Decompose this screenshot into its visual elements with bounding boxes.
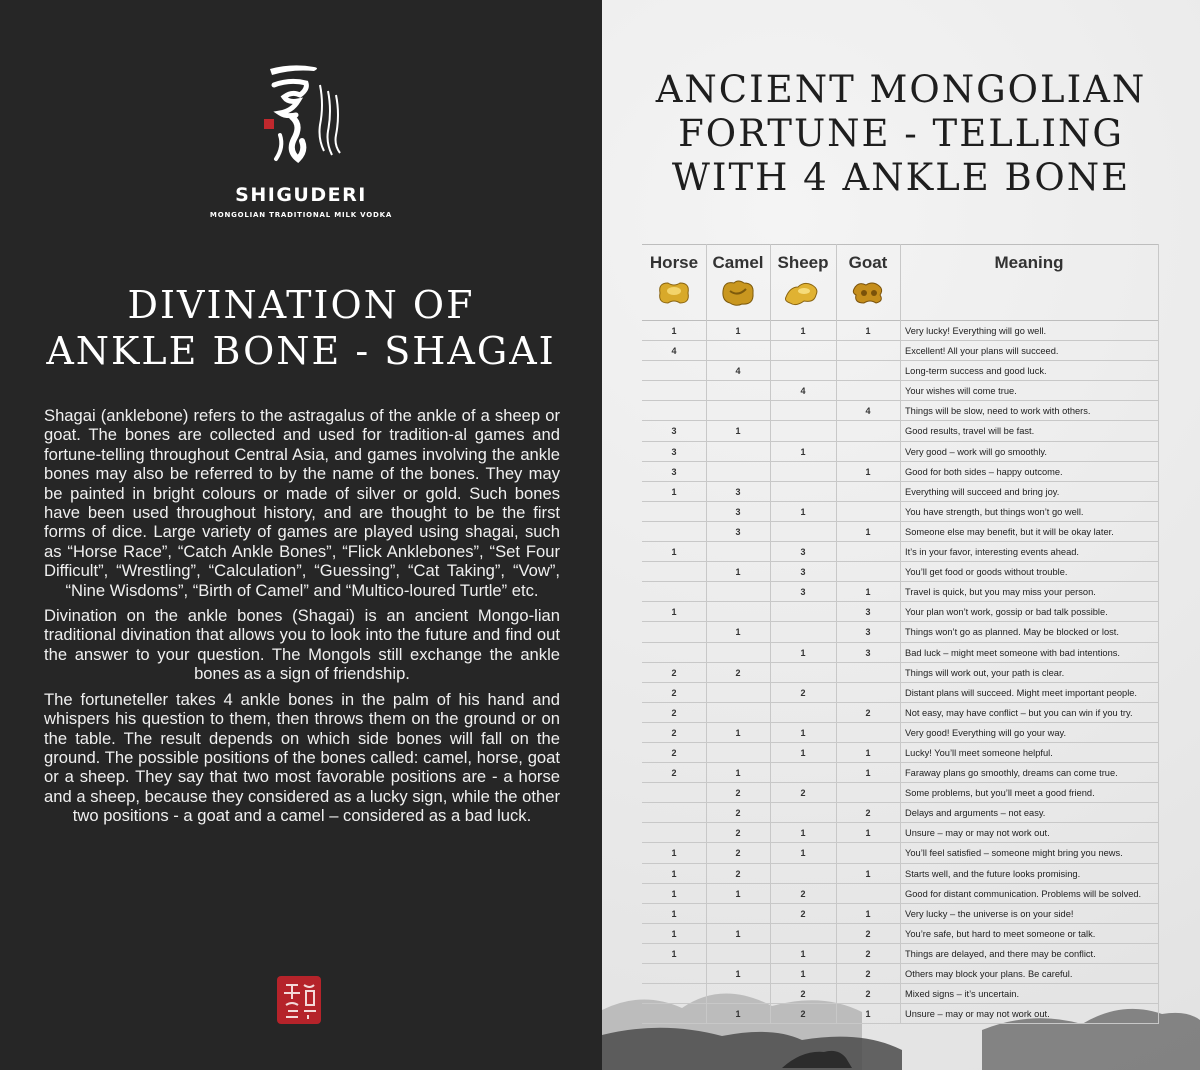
- camel-count: [706, 683, 770, 703]
- meaning-text: Excellent! All your plans will succeed.: [905, 346, 1059, 357]
- left-title-line2: ANKLE BONE - SHAGAI: [46, 329, 556, 373]
- goat-count: [836, 361, 900, 381]
- horse-count: 1: [671, 607, 677, 618]
- horse-count: [642, 783, 706, 803]
- sheep-count: 1: [800, 828, 806, 839]
- goat-count: 2: [865, 808, 871, 819]
- column-divider: [770, 244, 771, 1024]
- meaning-text: Some problems, but you’ll meet a good friend.: [905, 788, 1095, 799]
- sheep-count: [770, 703, 836, 723]
- horse-count: 1: [671, 486, 677, 497]
- sheep-count: [770, 401, 836, 421]
- horse-count: 2: [671, 727, 677, 738]
- meaning-text: Not easy, may have conflict – but you can win if you try.: [905, 707, 1133, 718]
- meaning-text: Things will be slow, need to work with others.: [905, 406, 1091, 417]
- camel-count: [706, 341, 770, 361]
- horse-count: 1: [671, 326, 677, 336]
- paragraph: Shagai (anklebone) refers to the astragalus of the ankle of a sheep or goat. The bones are collected and used for tradition-al games and fortune-telling throughout Central Asia, and games involving the ankle bones may also be referred to by the name of the bones. They may be painted in bright colours or made of silver or gold. Such bones have been used throughout history, and are thought to be the first forms of dice. Large variety of games are played using shagai, such as “Horse Race”, “Catch Ankle Bones”, “Flick Anklebones”, “Set Four Difficult”, “Wrestling”, “Calculation”, “Guessing”, “Cat Taking”, “Vow”, “Nine Wisdoms”, “Birth of Camel” and “Multico-loured Turtle” etc.: [44, 406, 560, 600]
- camel-count: 1: [735, 567, 741, 578]
- sheep-count: 4: [800, 386, 806, 397]
- meaning-text: Your plan won’t work, gossip or bad talk possible.: [905, 607, 1108, 618]
- brand-tagline: MONGOLIAN TRADITIONAL MILK VODKA: [209, 211, 393, 219]
- goat-count: 3: [865, 607, 871, 618]
- camel-count: 1: [735, 928, 741, 939]
- goat-count: [836, 843, 900, 863]
- goat-count: [836, 723, 900, 743]
- sheep-count: [770, 602, 836, 622]
- fortune-table: [642, 244, 1158, 1024]
- sheep-count: [770, 341, 836, 361]
- meaning-text: Things won’t go as planned. May be blocked or lost.: [905, 627, 1119, 638]
- sheep-count: [770, 361, 836, 381]
- horse-bone-icon: [656, 277, 692, 309]
- brand-name: SHIGUDERI: [235, 184, 367, 206]
- meaning-text: Very lucky! Everything will go well.: [905, 326, 1047, 336]
- goat-count: [836, 502, 900, 522]
- camel-count: [706, 643, 770, 663]
- goat-bone-icon: [850, 277, 886, 309]
- sheep-count: [770, 421, 836, 441]
- goat-count: [836, 683, 900, 703]
- horse-count: 1: [671, 868, 677, 879]
- meaning-text: Everything will succeed and bring joy.: [905, 486, 1060, 497]
- right-title-line2: FORTUNE - TELLING: [678, 112, 1124, 155]
- column-divider: [1158, 244, 1159, 1024]
- goat-count: [836, 562, 900, 582]
- meaning-text: Someone else may benefit, but it will be okay later.: [905, 526, 1114, 537]
- meaning-text: Very lucky – the universe is on your side!: [905, 908, 1074, 919]
- sheep-count: [770, 803, 836, 823]
- horse-count: 3: [671, 426, 677, 437]
- sheep-count: 1: [800, 747, 806, 758]
- meaning-text: You’ll feel satisfied – someone might bring you news.: [905, 848, 1123, 859]
- horse-count: [642, 823, 706, 843]
- header-camel: Camel: [712, 253, 764, 272]
- red-seal-icon: [276, 975, 322, 1025]
- camel-count: 1: [735, 426, 741, 437]
- goat-count: [836, 783, 900, 803]
- goat-count: [836, 884, 900, 904]
- goat-count: 1: [865, 326, 871, 336]
- sheep-bone-icon: [784, 277, 820, 309]
- header-horse: Horse: [649, 253, 699, 272]
- meaning-text: Very good – work will go smoothly.: [905, 446, 1047, 457]
- goat-count: 2: [865, 928, 871, 939]
- horse-count: [642, 582, 706, 602]
- goat-count: 1: [865, 768, 871, 779]
- horse-count: [642, 1004, 706, 1024]
- goat-count: [836, 381, 900, 401]
- meaning-text: You have strength, but things won’t go well.: [905, 506, 1084, 517]
- sheep-count: 1: [800, 727, 806, 738]
- camel-count: [706, 462, 770, 482]
- camel-count: [706, 743, 770, 763]
- horse-count: 4: [671, 346, 677, 357]
- camel-count: [706, 602, 770, 622]
- sheep-count: 1: [800, 326, 806, 336]
- camel-count: 1: [735, 768, 741, 779]
- camel-count: [706, 401, 770, 421]
- goat-count: 2: [865, 707, 871, 718]
- horse-count: [642, 381, 706, 401]
- camel-count: [706, 442, 770, 462]
- column-divider: [836, 244, 837, 1024]
- shiguderi-logo-icon: [262, 55, 352, 175]
- horse-count: 2: [671, 747, 677, 758]
- sheep-count: 2: [800, 687, 806, 698]
- right-title: [602, 68, 1200, 200]
- meaning-text: Lucky! You’ll meet someone helpful.: [905, 747, 1053, 758]
- camel-count: [706, 904, 770, 924]
- meaning-text: Distant plans will succeed. Might meet important people.: [905, 687, 1138, 698]
- goat-count: 4: [865, 406, 871, 417]
- goat-count: [836, 542, 900, 562]
- sheep-count: [770, 763, 836, 783]
- goat-count: 1: [865, 466, 871, 477]
- camel-count: 3: [735, 506, 741, 517]
- camel-bone-icon: [720, 277, 756, 309]
- sheep-count: 1: [800, 446, 806, 457]
- sheep-count: 1: [800, 948, 806, 959]
- meaning-text: Delays and arguments – not easy.: [905, 808, 1046, 819]
- horse-count: 3: [671, 446, 677, 457]
- camel-count: 1: [735, 727, 741, 738]
- goat-count: 1: [865, 868, 871, 879]
- meaning-text: Your wishes will come true.: [905, 386, 1017, 397]
- meaning-text: Long-term success and good luck.: [905, 366, 1047, 377]
- sheep-count: 3: [800, 567, 806, 578]
- left-title: [0, 282, 602, 374]
- sheep-count: 1: [800, 506, 806, 517]
- camel-count: 2: [735, 808, 741, 819]
- horse-count: 1: [671, 928, 677, 939]
- meaning-text: Unsure – may or may not work out.: [905, 828, 1050, 839]
- sheep-count: [770, 622, 836, 642]
- horse-count: [642, 522, 706, 542]
- sheep-count: 2: [800, 888, 806, 899]
- goat-count: 1: [865, 828, 871, 839]
- horse-count: [642, 803, 706, 823]
- sheep-count: [770, 462, 836, 482]
- camel-count: 3: [735, 526, 741, 537]
- horse-count: [642, 361, 706, 381]
- meaning-text: Bad luck – might meet someone with bad intentions.: [905, 647, 1120, 658]
- sheep-count: 2: [800, 1009, 806, 1020]
- meaning-text: It’s in your favor, interesting events ahead.: [905, 547, 1079, 558]
- meaning-text: Faraway plans go smoothly, dreams can come true.: [905, 768, 1118, 779]
- camel-count: 3: [735, 486, 741, 497]
- horse-count: 2: [671, 768, 677, 779]
- camel-count: 1: [735, 888, 741, 899]
- goat-count: [836, 421, 900, 441]
- camel-count: 2: [735, 788, 741, 799]
- column-divider: [900, 244, 901, 1024]
- camel-count: 2: [735, 848, 741, 859]
- sheep-count: 2: [800, 989, 806, 1000]
- sheep-count: 1: [800, 969, 806, 979]
- sheep-count: 1: [800, 848, 806, 859]
- horse-count: 1: [671, 547, 677, 558]
- camel-count: [706, 703, 770, 723]
- horse-count: 3: [671, 466, 677, 477]
- meaning-text: Unsure – may or may not work out.: [905, 1009, 1050, 1020]
- meaning-text: Good for distant communication. Problems will be solved.: [905, 888, 1142, 899]
- left-body: [44, 406, 560, 832]
- meaning-text: Things are delayed, and there may be conflict.: [905, 948, 1096, 959]
- sheep-count: [770, 482, 836, 502]
- goat-count: 2: [865, 969, 871, 979]
- horse-count: 2: [671, 707, 677, 718]
- camel-count: [706, 542, 770, 562]
- sheep-count: [770, 864, 836, 884]
- camel-count: 2: [735, 667, 741, 678]
- meaning-text: Very good! Everything will go your way.: [905, 727, 1067, 738]
- meaning-text: Starts well, and the future looks promising.: [905, 868, 1081, 879]
- meaning-text: You’re safe, but hard to meet someone or talk.: [905, 928, 1096, 939]
- goat-count: [836, 482, 900, 502]
- horse-count: [642, 562, 706, 582]
- meaning-text: Others may block your plans. Be careful.: [905, 969, 1073, 979]
- right-title-line3: WITH 4 ANKLE BONE: [671, 156, 1131, 199]
- sheep-count: [770, 522, 836, 542]
- goat-count: 1: [865, 908, 871, 919]
- horse-count: [642, 401, 706, 421]
- sheep-count: 2: [800, 908, 806, 919]
- goat-count: [836, 341, 900, 361]
- goat-count: 2: [865, 948, 871, 959]
- horse-count: [642, 643, 706, 663]
- horse-count: [642, 502, 706, 522]
- horse-count: 2: [671, 687, 677, 698]
- paragraph: Divination on the ankle bones (Shagai) is an ancient Mongo-lian traditional divination that allows you to look into the future and find out the answer to your question. The Mongols still exchange the ankle bones as a sign of friendship.: [44, 606, 560, 684]
- goat-count: 1: [865, 747, 871, 758]
- horse-count: [642, 622, 706, 642]
- camel-count: [706, 582, 770, 602]
- sheep-count: [770, 924, 836, 944]
- header-goat: Goat: [848, 253, 888, 272]
- sheep-count: 1: [800, 647, 806, 658]
- meaning-text: Good for both sides – happy outcome.: [905, 466, 1063, 477]
- camel-count: 1: [735, 1009, 741, 1020]
- camel-count: [706, 944, 770, 964]
- sheep-count: 2: [800, 788, 806, 799]
- goat-count: 1: [865, 1009, 871, 1020]
- header-meaning: Meaning: [994, 253, 1064, 272]
- horse-count: 1: [671, 848, 677, 859]
- camel-count: [706, 381, 770, 401]
- paragraph: The fortuneteller takes 4 ankle bones in the palm of his hand and whispers his question to them, then throws them on the ground or on the table. The result depends on which side bones will fall on the ground. The possible positions of the bones called: camel, horse, goat or a sheep. They say that two most favorable positions are - a horse and a sheep, because they considered as a lucky sign, while the other two positions - a goat and a camel – considered as a bad luck.: [44, 689, 560, 826]
- goat-count: [836, 442, 900, 462]
- camel-count: 1: [735, 326, 741, 336]
- meaning-text: Travel is quick, but you may miss your person.: [905, 587, 1096, 598]
- right-title-line1: ANCIENT MONGOLIAN: [655, 68, 1147, 111]
- horse-count: [642, 964, 706, 984]
- horse-count: 1: [671, 888, 677, 899]
- camel-count: 1: [735, 969, 741, 979]
- sheep-count: 3: [800, 587, 806, 598]
- goat-count: 2: [865, 989, 871, 1000]
- sheep-count: [770, 663, 836, 683]
- horse-count: [642, 984, 706, 1004]
- header-sheep: Sheep: [777, 253, 829, 272]
- horse-count: 2: [671, 667, 677, 678]
- goat-count: [836, 663, 900, 683]
- meaning-text: Mixed signs – it’s uncertain.: [905, 989, 1020, 1000]
- meaning-text: You’ll get food or goods without trouble.: [905, 567, 1068, 578]
- column-divider: [706, 244, 707, 1024]
- goat-count: 1: [865, 587, 871, 598]
- goat-count: 3: [865, 627, 871, 638]
- left-title-line1: DIVINATION OF: [127, 283, 475, 327]
- meaning-text: Good results, travel will be fast.: [905, 426, 1035, 437]
- camel-count: 2: [735, 868, 741, 879]
- camel-count: 4: [735, 366, 741, 377]
- goat-count: 1: [865, 526, 871, 537]
- meaning-text: Things will work out, your path is clear.: [905, 667, 1065, 678]
- goat-count: 3: [865, 647, 871, 658]
- camel-count: [706, 984, 770, 1004]
- horse-count: 1: [671, 948, 677, 959]
- camel-count: 1: [735, 627, 741, 638]
- camel-count: 2: [735, 828, 741, 839]
- horse-count: 1: [671, 908, 677, 919]
- sheep-count: 3: [800, 547, 806, 558]
